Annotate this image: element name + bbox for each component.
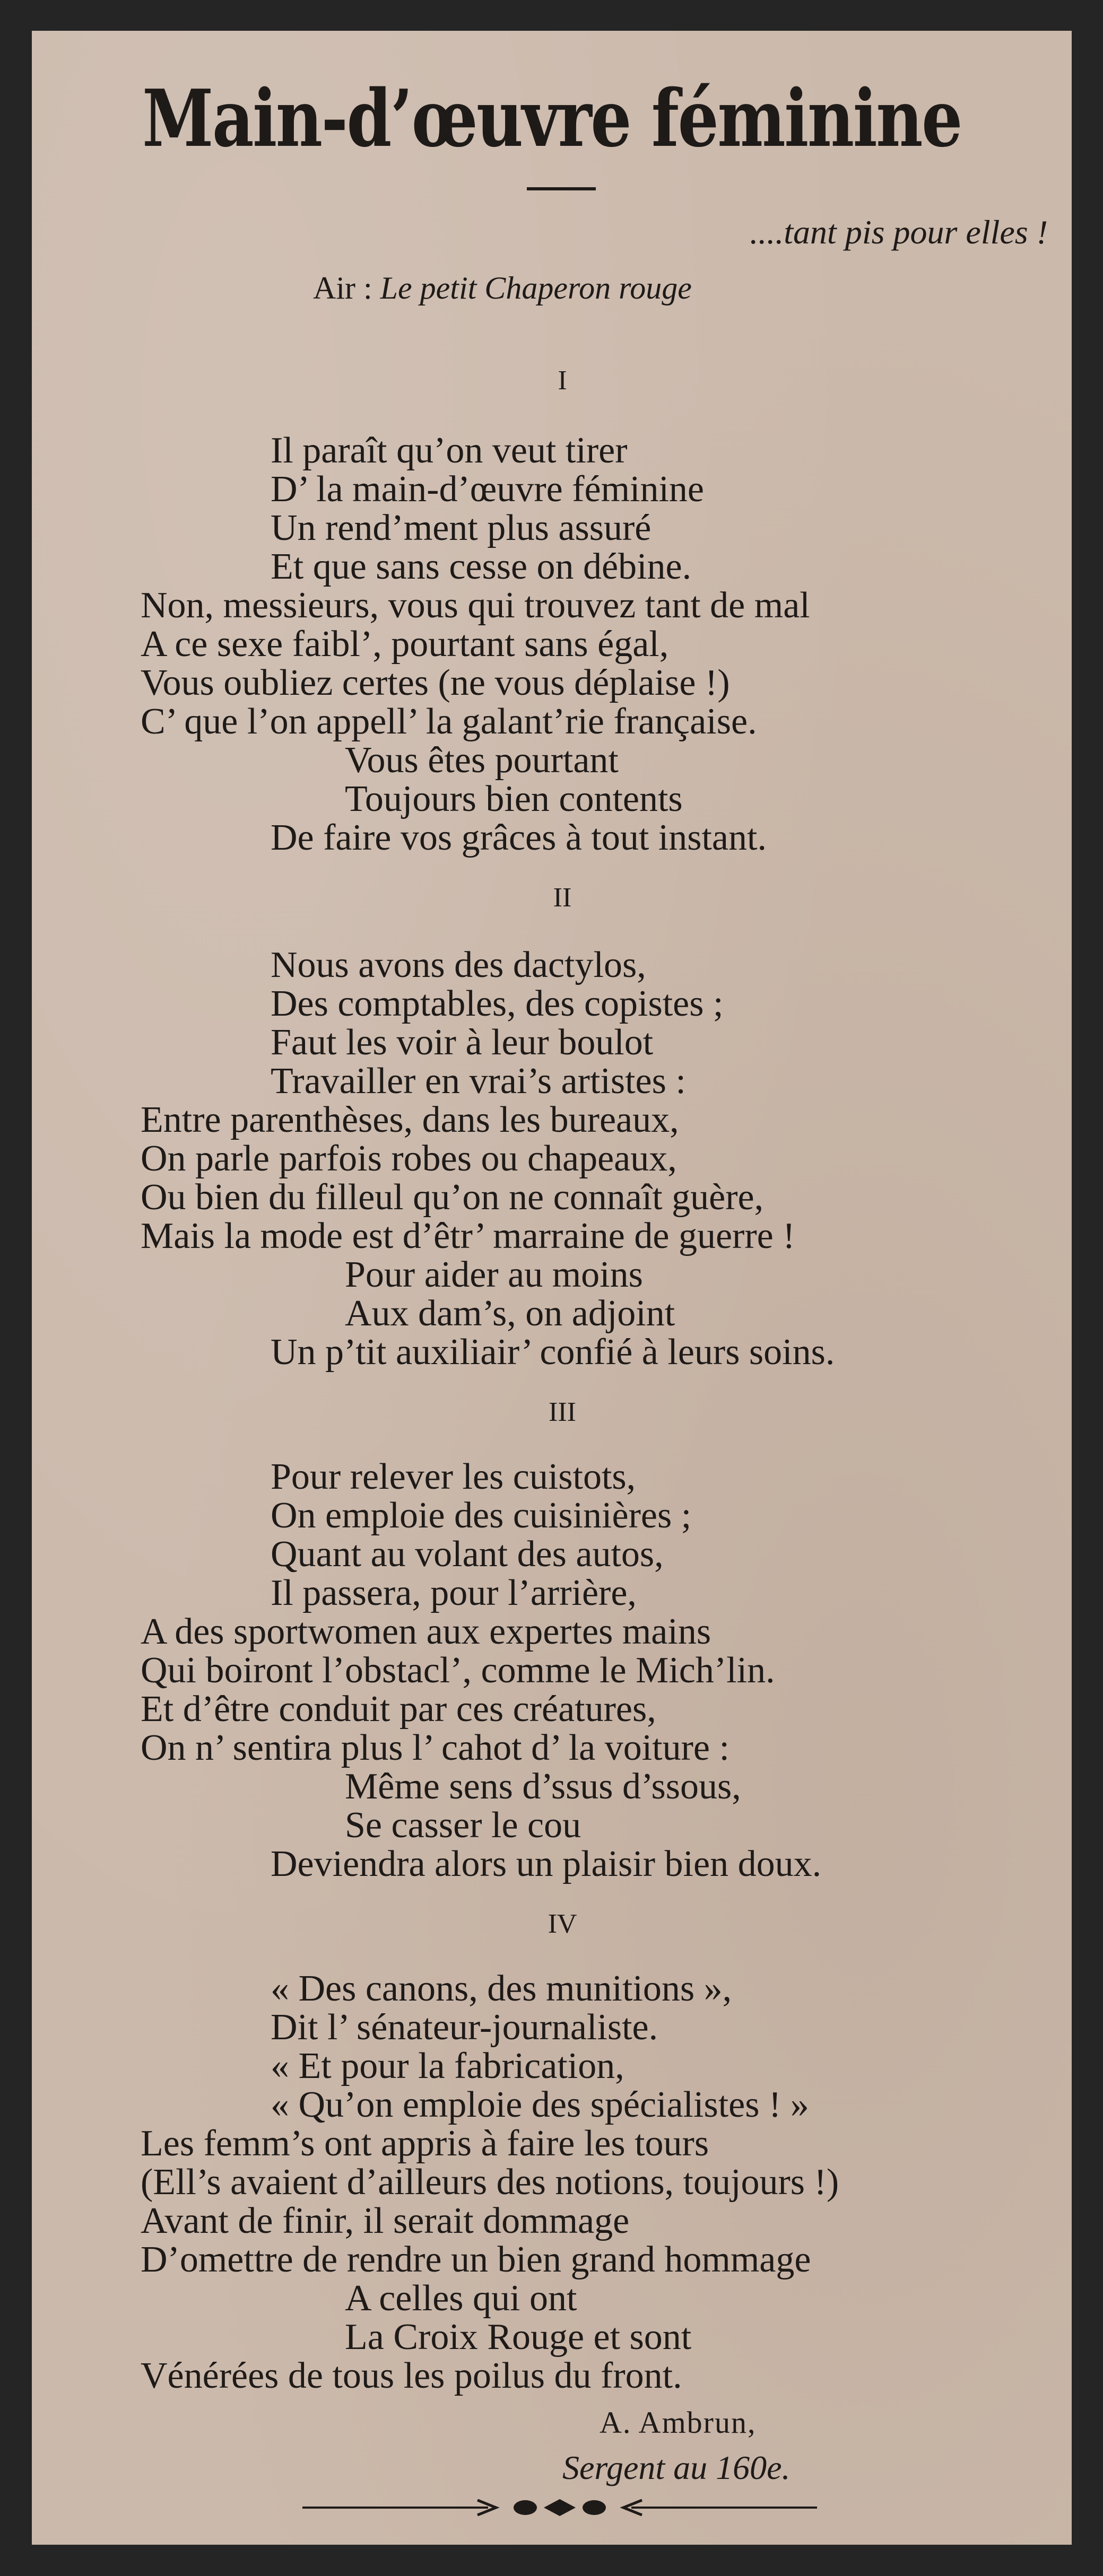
air-tune: Le petit Chaperon rouge	[380, 270, 692, 305]
author-rank: Sergent au 160e.	[562, 2449, 791, 2486]
fleuron-ornament-icon	[302, 2492, 817, 2523]
verse-line: Il paraît qu’on veut tirer	[271, 430, 628, 471]
stanza-numeral-1: I	[558, 365, 567, 396]
verse-line: Avant de finir, il serait dommage	[141, 2200, 630, 2241]
stanza-numeral-2: II	[553, 883, 572, 913]
verse-line: La Croix Rouge et sont	[345, 2317, 692, 2357]
verse-line: On n’ sentira plus l’ cahot d’ la voiture :	[141, 1727, 729, 1768]
verse-line: Un rend’ment plus assuré	[271, 508, 652, 548]
author-name: A. Ambrun,	[600, 2405, 757, 2440]
verse-line: A ce sexe faibl’, pourtant sans égal,	[141, 624, 669, 665]
verse-line: Vous oubliez certes (ne vous déplaise !)	[141, 662, 730, 703]
air-label: Air :	[313, 270, 380, 305]
verse-line: Nous avons des dactylos,	[271, 945, 646, 985]
verse-line: (Ell’s avaient d’ailleurs des notions, toujours !)	[141, 2162, 839, 2203]
verse-line: A des sportwomen aux expertes mains	[141, 1611, 711, 1652]
verse-line: Mais la mode est d’êtr’ marraine de guerre !	[141, 1216, 795, 1256]
verse-line: Entre parenthèses, dans les bureaux,	[141, 1099, 679, 1140]
verse-line: Ou bien du filleul qu’on ne connaît guère,	[141, 1177, 764, 1218]
verse-line: On emploie des cuisinières ;	[271, 1495, 692, 1536]
verse-line: Faut les voir à leur boulot	[271, 1022, 654, 1063]
verse-line: Aux dam’s, on adjoint	[345, 1293, 675, 1334]
verse-line: Et d’être conduit par ces créatures,	[141, 1689, 656, 1730]
verse-line: Non, messieurs, vous qui trouvez tant de mal	[141, 585, 810, 626]
poem-page	[32, 31, 1072, 2545]
verse-line: Qui boiront l’obstacl’, comme le Mich’lin.	[141, 1650, 775, 1691]
verse-line: « Et pour la fabrication,	[271, 2046, 624, 2086]
verse-line: Même sens d’ssus d’ssous,	[345, 1766, 741, 1807]
title-divider	[527, 187, 596, 190]
stanza-numeral-4: IV	[548, 1909, 577, 1939]
verse-line: Se casser le cou	[345, 1805, 581, 1846]
verse-line: « Qu’on emploie des spécialistes ! »	[271, 2084, 809, 2125]
stanza-numeral-3: III	[549, 1397, 576, 1427]
verse-line: D’omettre de rendre un bien grand hommage	[141, 2239, 811, 2280]
verse-line: Vénérées de tous les poilus du front.	[141, 2355, 682, 2396]
verse-line: Les femm’s ont appris à faire les tours	[141, 2123, 709, 2164]
verse-line: Vous êtes pourtant	[345, 740, 619, 781]
verse-line: Et que sans cesse on débine.	[271, 546, 692, 587]
verse-line: Des comptables, des copistes ;	[271, 983, 724, 1024]
verse-line: Travailler en vrai’s artistes :	[271, 1061, 686, 1102]
air-line	[313, 264, 692, 312]
verse-line: Il passera, pour l’arrière,	[271, 1573, 637, 1613]
verse-line: On parle parfois robes ou chapeaux,	[141, 1138, 677, 1179]
verse-line: Toujours bien contents	[345, 779, 683, 819]
verse-line: Pour aider au moins	[345, 1254, 643, 1295]
verse-line: De faire vos grâces à tout instant.	[271, 817, 767, 858]
verse-line: Deviendra alors un plaisir bien doux.	[271, 1844, 822, 1884]
verse-line: Pour relever les cuistots,	[271, 1456, 636, 1497]
verse-line: A celles qui ont	[345, 2278, 577, 2319]
verse-line: Dit l’ sénateur-journaliste.	[271, 2007, 658, 2048]
verse-line: « Des canons, des munitions »,	[271, 1968, 732, 2009]
verse-line: D’ la main-d’œuvre féminine	[271, 469, 704, 510]
poem-title: Main-d’œuvre féminine	[142, 72, 961, 164]
epigraph: ....tant pis pour elles !	[750, 213, 1048, 251]
verse-line: C’ que l’on appell’ la galant’rie française.	[141, 701, 757, 742]
verse-line: Un p’tit auxiliair’ confié à leurs soins.	[271, 1332, 835, 1373]
verse-line: Quant au volant des autos,	[271, 1534, 664, 1575]
